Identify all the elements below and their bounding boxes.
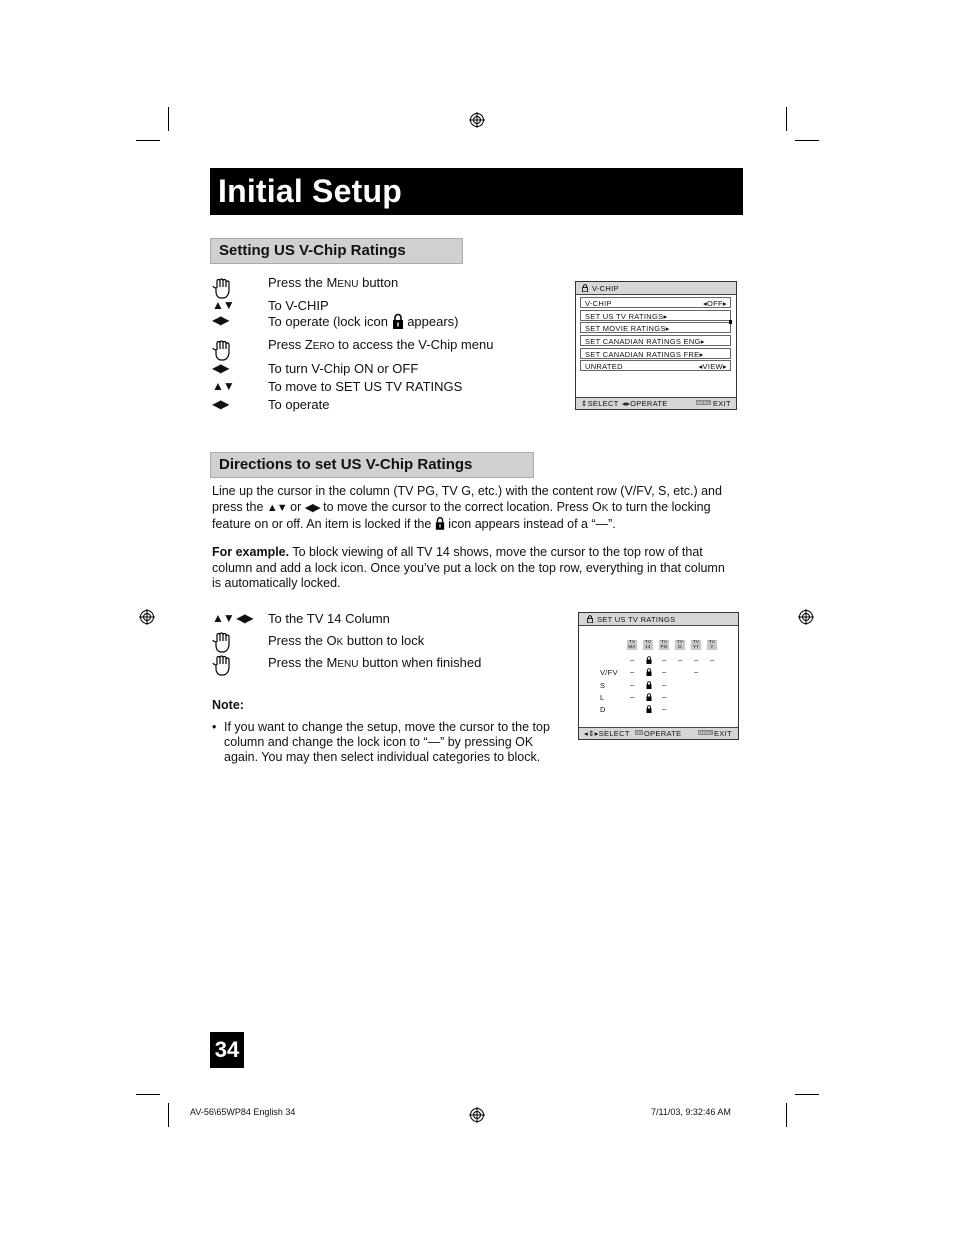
rating-column-header[interactable]: TV 14	[644, 639, 652, 649]
up-down-arrows-icon: ▲▼	[212, 379, 234, 393]
footer-select: ⇕SELECT	[581, 399, 619, 408]
rating-cell[interactable]: –	[710, 655, 715, 664]
registration-mark-icon	[139, 609, 155, 625]
hand-icon	[212, 631, 236, 655]
page-title: Initial Setup	[218, 173, 402, 209]
hand-icon	[212, 654, 236, 678]
registration-mark-icon	[469, 112, 485, 128]
vchip-menu-screen	[575, 281, 737, 410]
note-text: If you want to change the setup, move the cursor to the top column and change the lock icon to “—” by pressing OK again. You may then select individual categories to block.	[224, 720, 550, 764]
footer-menu-badge: MENU	[697, 400, 710, 405]
arrows-all-icon: ▲▼ ◀▶	[212, 611, 253, 625]
footer-exit: EXIT	[713, 399, 731, 408]
crop-mark	[795, 1094, 819, 1095]
crop-mark	[168, 1103, 169, 1127]
footer-ok-badge: OK	[636, 730, 643, 735]
step-text: To move to SET US TV RATINGS	[268, 379, 463, 394]
crop-mark	[786, 107, 787, 131]
menu-row-canadian-fre[interactable]: SET CANADIAN RATINGS FRE▸	[580, 348, 731, 359]
left-right-arrows-icon: ◀▶	[212, 397, 229, 411]
crop-mark	[168, 107, 169, 131]
step-text: To the TV 14 Column	[268, 611, 390, 626]
menu-row-set-movie-ratings[interactable]: SET MOVIE RATINGS▸	[580, 322, 731, 333]
step-text: Press the MENU button when finished	[268, 655, 482, 670]
rating-cell[interactable]: –	[662, 680, 667, 689]
content-row-label: V/FV	[600, 668, 618, 677]
note-heading: Note:	[212, 698, 244, 712]
lock-icon[interactable]	[646, 705, 652, 713]
crop-mark	[136, 1094, 160, 1095]
footer-file-info: AV-56\65WP84 English 34	[190, 1107, 296, 1117]
osd-header	[579, 613, 738, 626]
content-row-label: D	[600, 705, 606, 714]
rating-cell[interactable]: –	[630, 680, 635, 689]
rating-column-header[interactable]: TV G	[676, 639, 684, 649]
rating-column-header[interactable]: TV Y	[708, 639, 716, 649]
scroll-indicator	[729, 320, 732, 324]
directions-paragraph: Line up the cursor in the column (TV PG, TV G, etc.) with the content row (V/FV, S, etc.) and press the ▲▼ or ◀▶ to move the cursor to the correct location. Press OK to turn the locking feature on or off. An item is locked if the icon appears instead of a “—”.	[212, 484, 722, 531]
footer-timestamp: 7/11/03, 9:32:46 AM	[651, 1107, 731, 1117]
rating-cell[interactable]: –	[662, 655, 667, 664]
crop-mark	[786, 1103, 787, 1127]
menu-row-vchip[interactable]: V-CHIP ◂OFF▸	[580, 297, 731, 308]
menu-row-canadian-eng[interactable]: SET CANADIAN RATINGS ENG▸	[580, 335, 731, 346]
crop-mark	[136, 140, 160, 141]
step-text: To operate (lock icon appears)	[268, 314, 459, 329]
step-text: Press the MENU button	[268, 275, 399, 290]
rating-cell[interactable]: –	[662, 667, 667, 676]
rating-column-header[interactable]: TV MA	[628, 639, 636, 649]
left-right-arrows-icon: ◀▶	[212, 313, 229, 327]
us-tv-ratings-screen	[578, 612, 739, 740]
lock-icon	[587, 615, 593, 623]
osd-footer	[579, 727, 738, 739]
lock-icon[interactable]	[646, 681, 652, 689]
example-paragraph: For example. To block viewing of all TV 14 shows, move the cursor to the top row of that column and add a lock icon. Once you’ve put a lock on the top row, everything in that column is automatically locked.	[212, 545, 725, 590]
footer-select: ◂⇕▸SELECT	[584, 729, 630, 738]
registration-mark-icon	[469, 1107, 485, 1123]
section-heading	[210, 452, 534, 478]
lock-icon[interactable]	[646, 656, 652, 664]
rating-cell[interactable]: –	[630, 667, 635, 676]
step-text: Press ZERO to access the V-Chip menu	[268, 337, 494, 352]
footer-operate: ◂▸OPERATE	[622, 399, 668, 408]
step-text: To operate	[268, 397, 330, 412]
section-heading-text: Directions to set US V-Chip Ratings	[219, 456, 473, 473]
section-heading-text: Setting US V-Chip Ratings	[219, 242, 406, 259]
note-bullet: •	[212, 720, 217, 734]
rating-cell[interactable]: –	[662, 704, 667, 713]
lock-icon[interactable]	[646, 668, 652, 676]
rating-cell[interactable]: –	[694, 667, 699, 676]
content-row-label: L	[600, 693, 605, 702]
rating-cell[interactable]: –	[694, 655, 699, 664]
footer-exit: EXIT	[714, 729, 732, 738]
hand-icon	[212, 339, 236, 363]
osd-header	[576, 282, 736, 295]
rating-cell[interactable]: –	[678, 655, 683, 664]
step-text: To turn V-Chip ON or OFF	[268, 361, 419, 376]
left-right-arrows-icon: ◀▶	[212, 361, 229, 375]
rating-column-header[interactable]: TV PG	[660, 639, 668, 649]
registration-mark-icon	[798, 609, 814, 625]
up-down-arrows-icon: ▲▼	[266, 501, 287, 514]
content-row-label: S	[600, 681, 606, 690]
footer-menu-badge: MENU	[699, 730, 712, 735]
step-text: To V-CHIP	[268, 298, 329, 313]
page-title-bar	[210, 168, 743, 215]
lock-icon	[582, 284, 588, 292]
rating-cell[interactable]: –	[630, 692, 635, 701]
section-heading	[210, 238, 463, 264]
left-right-arrows-icon: ◀▶	[304, 501, 320, 514]
crop-mark	[795, 140, 819, 141]
rating-column-header[interactable]: TV Y7	[692, 639, 700, 649]
osd-title: V-CHIP	[592, 284, 619, 293]
lock-icon	[392, 313, 404, 330]
up-down-arrows-icon: ▲▼	[212, 298, 234, 312]
lock-icon	[435, 516, 445, 531]
menu-row-unrated[interactable]: UNRATED ◂VIEW▸	[580, 360, 731, 371]
footer-operate: OPERATE	[644, 729, 682, 738]
lock-icon[interactable]	[646, 693, 652, 701]
page-number: 34	[210, 1032, 244, 1068]
menu-row-set-us-tv-ratings[interactable]: SET US TV RATINGS▸	[580, 310, 731, 321]
osd-footer	[576, 397, 736, 409]
rating-cell[interactable]: –	[662, 692, 667, 701]
rating-cell[interactable]: –	[630, 655, 635, 664]
osd-title: SET US TV RATINGS	[597, 615, 676, 624]
step-text: Press the OK button to lock	[268, 633, 425, 648]
